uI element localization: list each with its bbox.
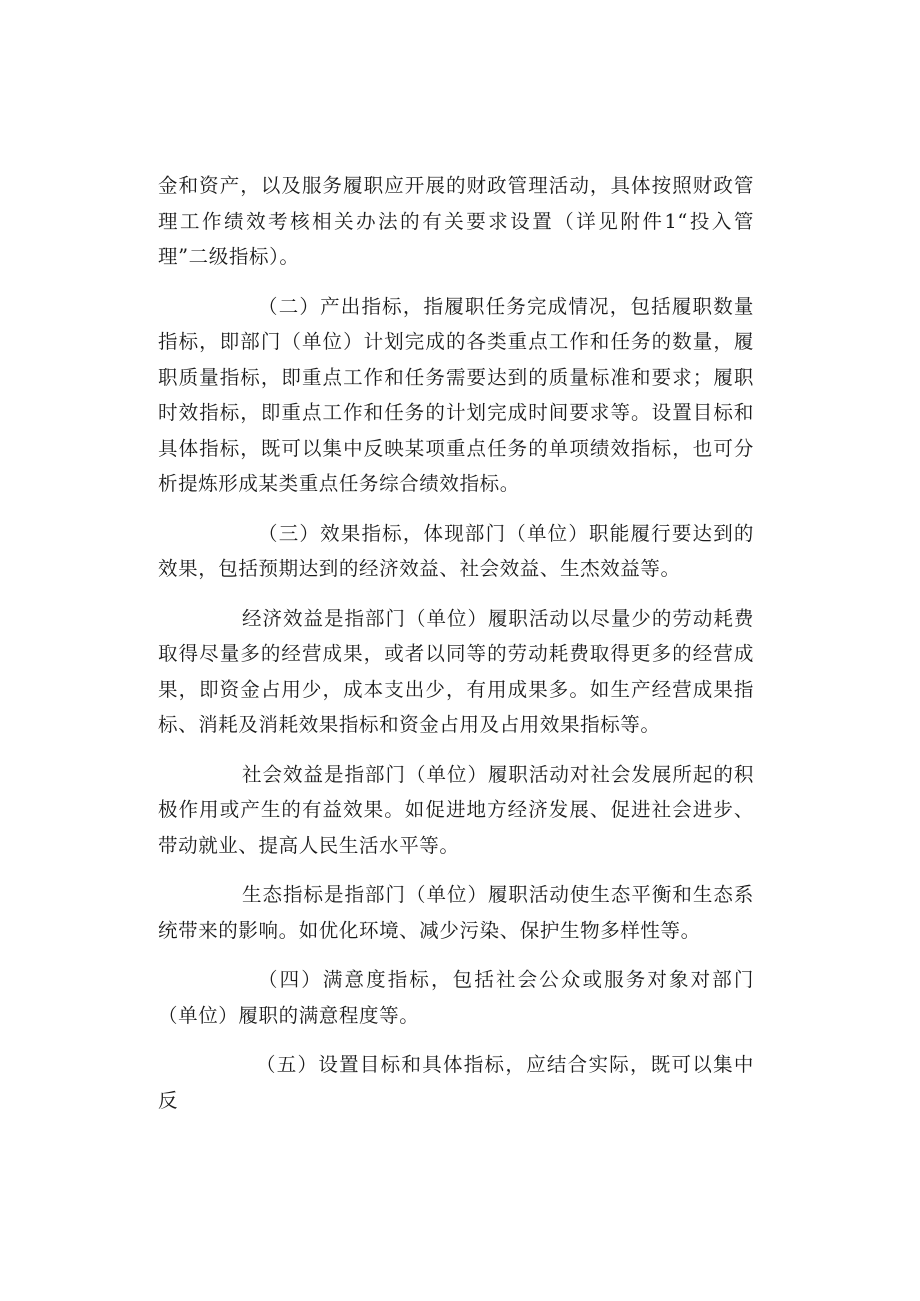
paragraph-continuation: 金和资产，以及服务履职应开展的财政管理活动，具体按照财政管理工作绩效考核相关办法的有关要求设置（详见附件1“投入管理”二级指标）。 [158,174,754,268]
paragraph-social-benefit: 社会效益是指部门（单位）履职活动对社会发展所起的积极作用或产生的有益效果。如促进地方经济发展、促进社会进步、带动就业、提高人民生活水平等。 [158,762,754,857]
document-body [158,168,754,1118]
paragraph-effect-indicators: （三）效果指标，体现部门（单位）职能履行要达到的效果，包括预期达到的经济效益、社会效益、生杰效益等。 [158,521,754,580]
paragraph-economic-benefit: 经济效益是指部门（单位）履职活动以尽量少的劳动耗费取得尽量多的经营成果，或者以同等的劳动耗费取得更多的经营成果，即资金占用少，成本支出少，有用成果多。如生产经营成果指标、消耗及消耗效果指标和资金占用及占用效果指标等。 [158,606,754,736]
paragraph-satisfaction-indicators: （四）满意度指标，包括社会公众或服务对象对部门（单位）履职的满意程度等。 [158,968,754,1027]
paragraph-output-indicators: （二）产出指标，指履职任务完成情况，包括履职数量指标，即部门（单位）计划完成的各类重点工作和任务的数量，履职质量指标，即重点工作和任务需要达到的质量标准和要求；履职时效指标，即重点工作和任务的计划完成时间要求等。设置目标和具体指标，既可以集中反映某项重点任务的单项绩效指标，也可分析提炼形成某类重点任务综合绩效指标。 [158,294,754,495]
paragraph-setting-targets: （五）设置目标和具体指标，应结合实际，既可以集中反 [158,1053,754,1112]
paragraph-ecological-indicator: 生态指标是指部门（单位）履职活动使生态平衡和生态系统带来的影响。如优化环境、减少污染、保护生物多样性等。 [158,883,754,942]
